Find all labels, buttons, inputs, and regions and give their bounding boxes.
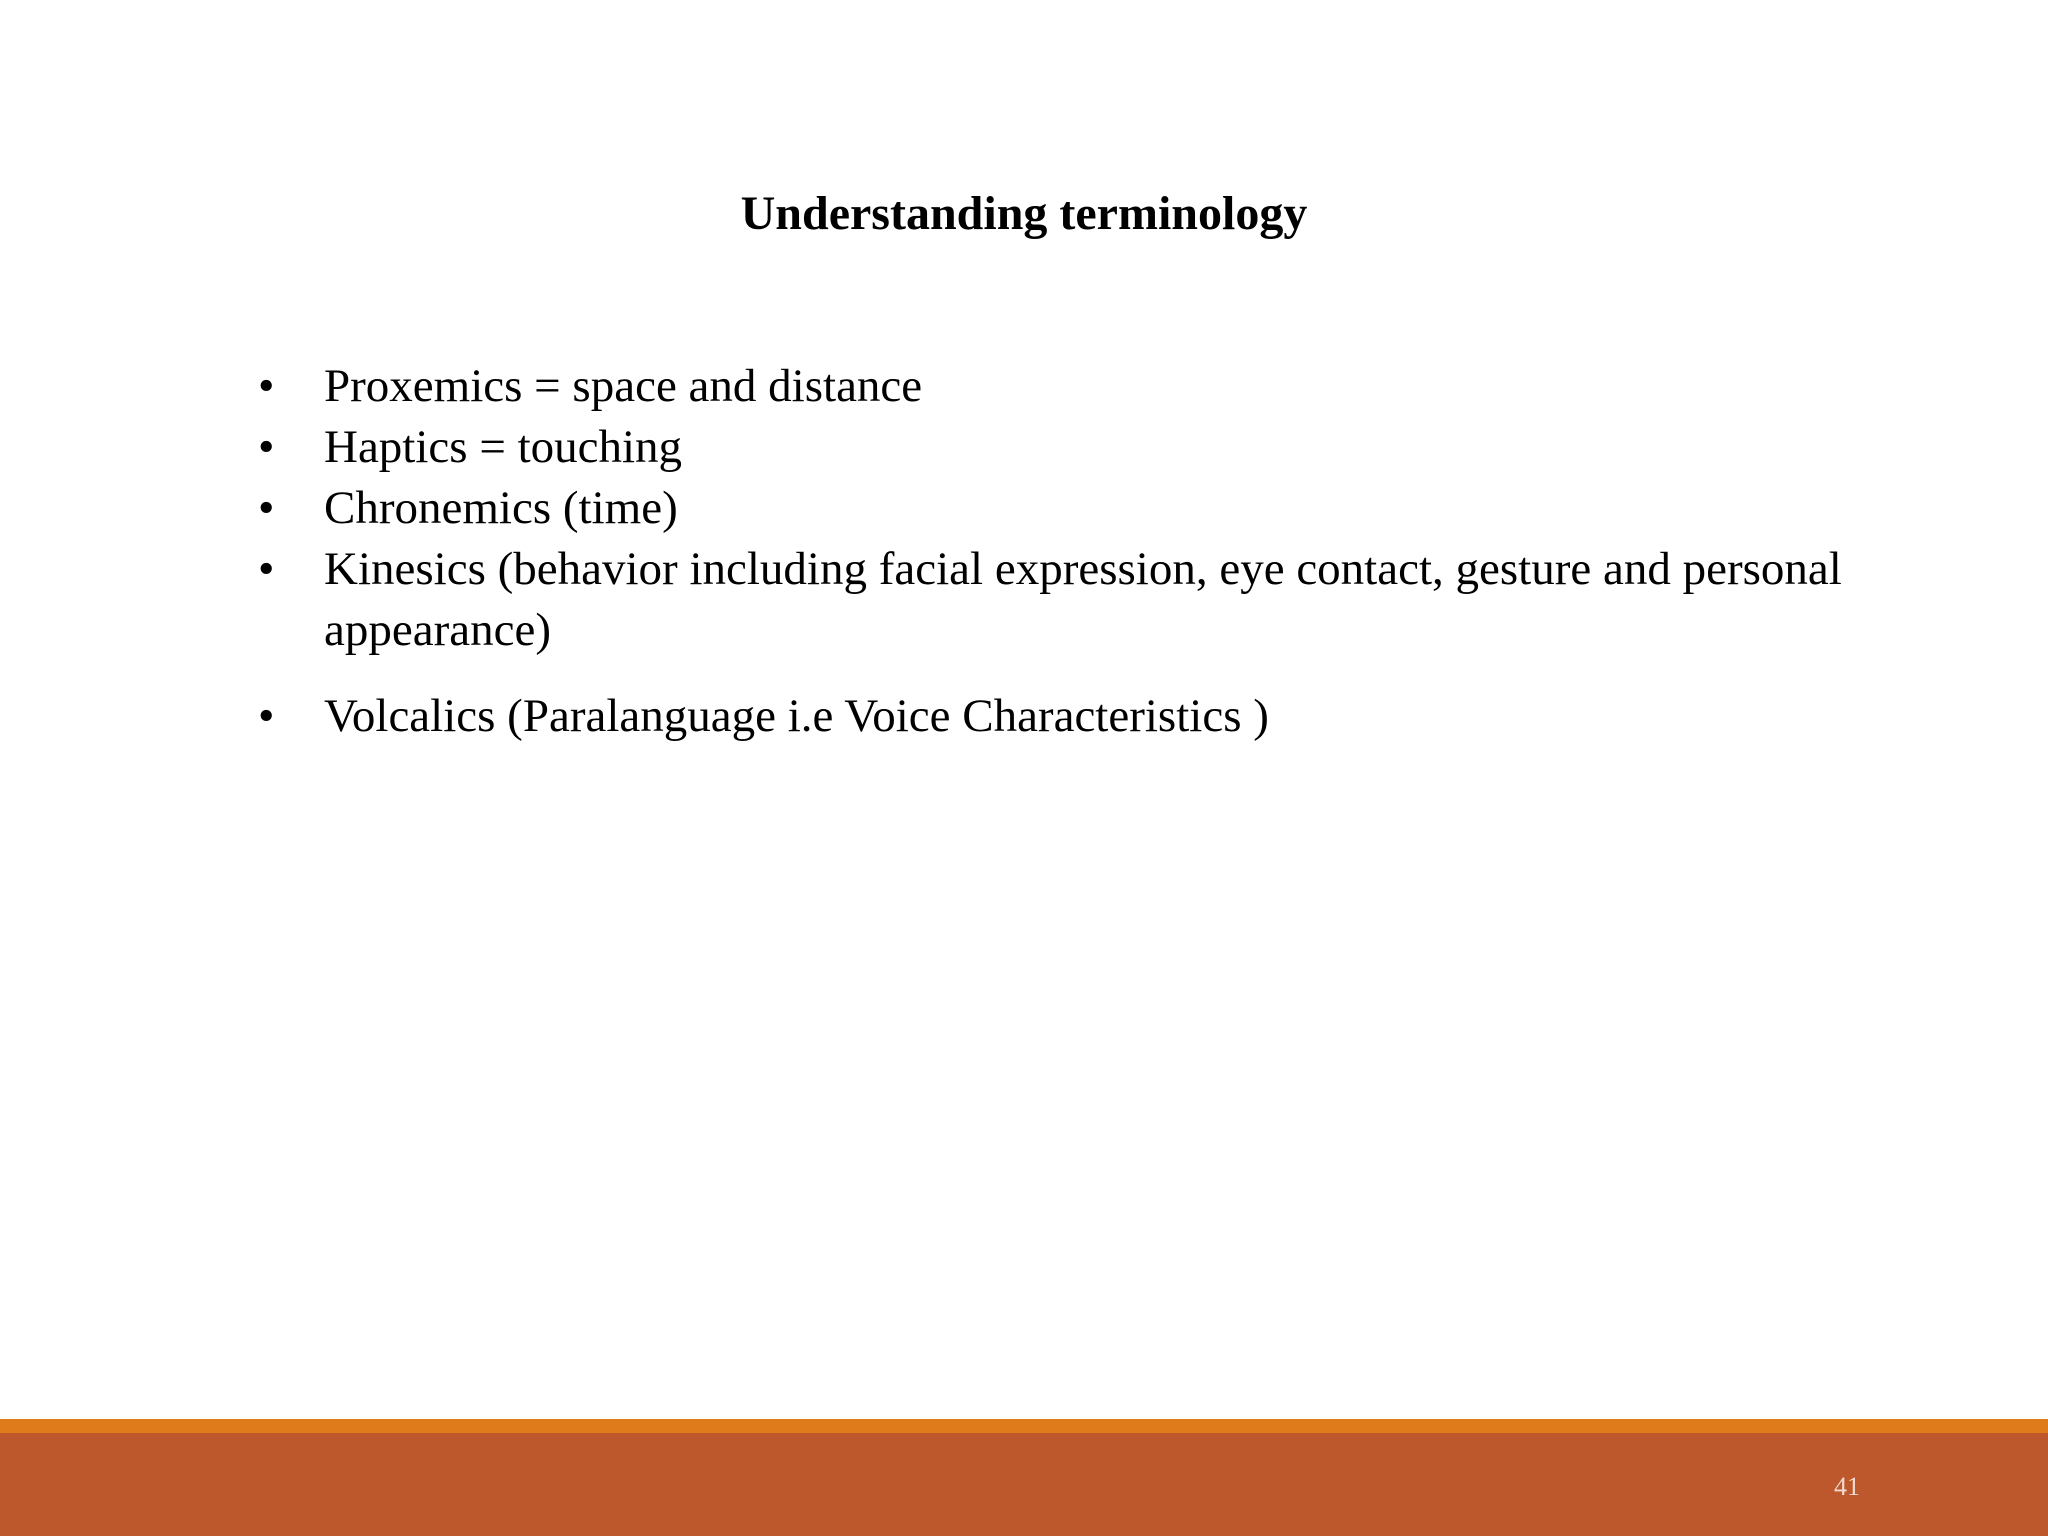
bullet-text: Kinesics (behavior including facial expression, eye contact, gesture and personal appearance) [324, 543, 1842, 656]
bullet-list [248, 356, 1848, 747]
bullet-text: Chronemics (time) [324, 482, 678, 534]
bullet-text: Haptics = touching [324, 421, 683, 473]
footer-accent-stripe [0, 1419, 2048, 1433]
bullet-icon: • [258, 543, 275, 595]
footer-bar [0, 1433, 2048, 1536]
bullet-icon: • [258, 360, 275, 412]
bullet-icon: • [258, 421, 275, 473]
bullet-item-chronemics [248, 478, 1848, 539]
bullet-icon: • [258, 690, 275, 742]
bullet-text: Proxemics = space and distance [324, 360, 923, 412]
slide-title: Understanding terminology [740, 187, 1308, 240]
bullet-text: Volcalics (Paralanguage i.e Voice Characteristics ) [324, 690, 1269, 742]
bullet-item-haptics [248, 417, 1848, 478]
bullet-item-kinesics [248, 539, 1848, 661]
bullet-item-proxemics [248, 356, 1848, 417]
bullet-icon: • [258, 482, 275, 534]
bullet-item-volcalics [248, 686, 1848, 747]
page-number: 41 [1834, 1472, 1860, 1501]
